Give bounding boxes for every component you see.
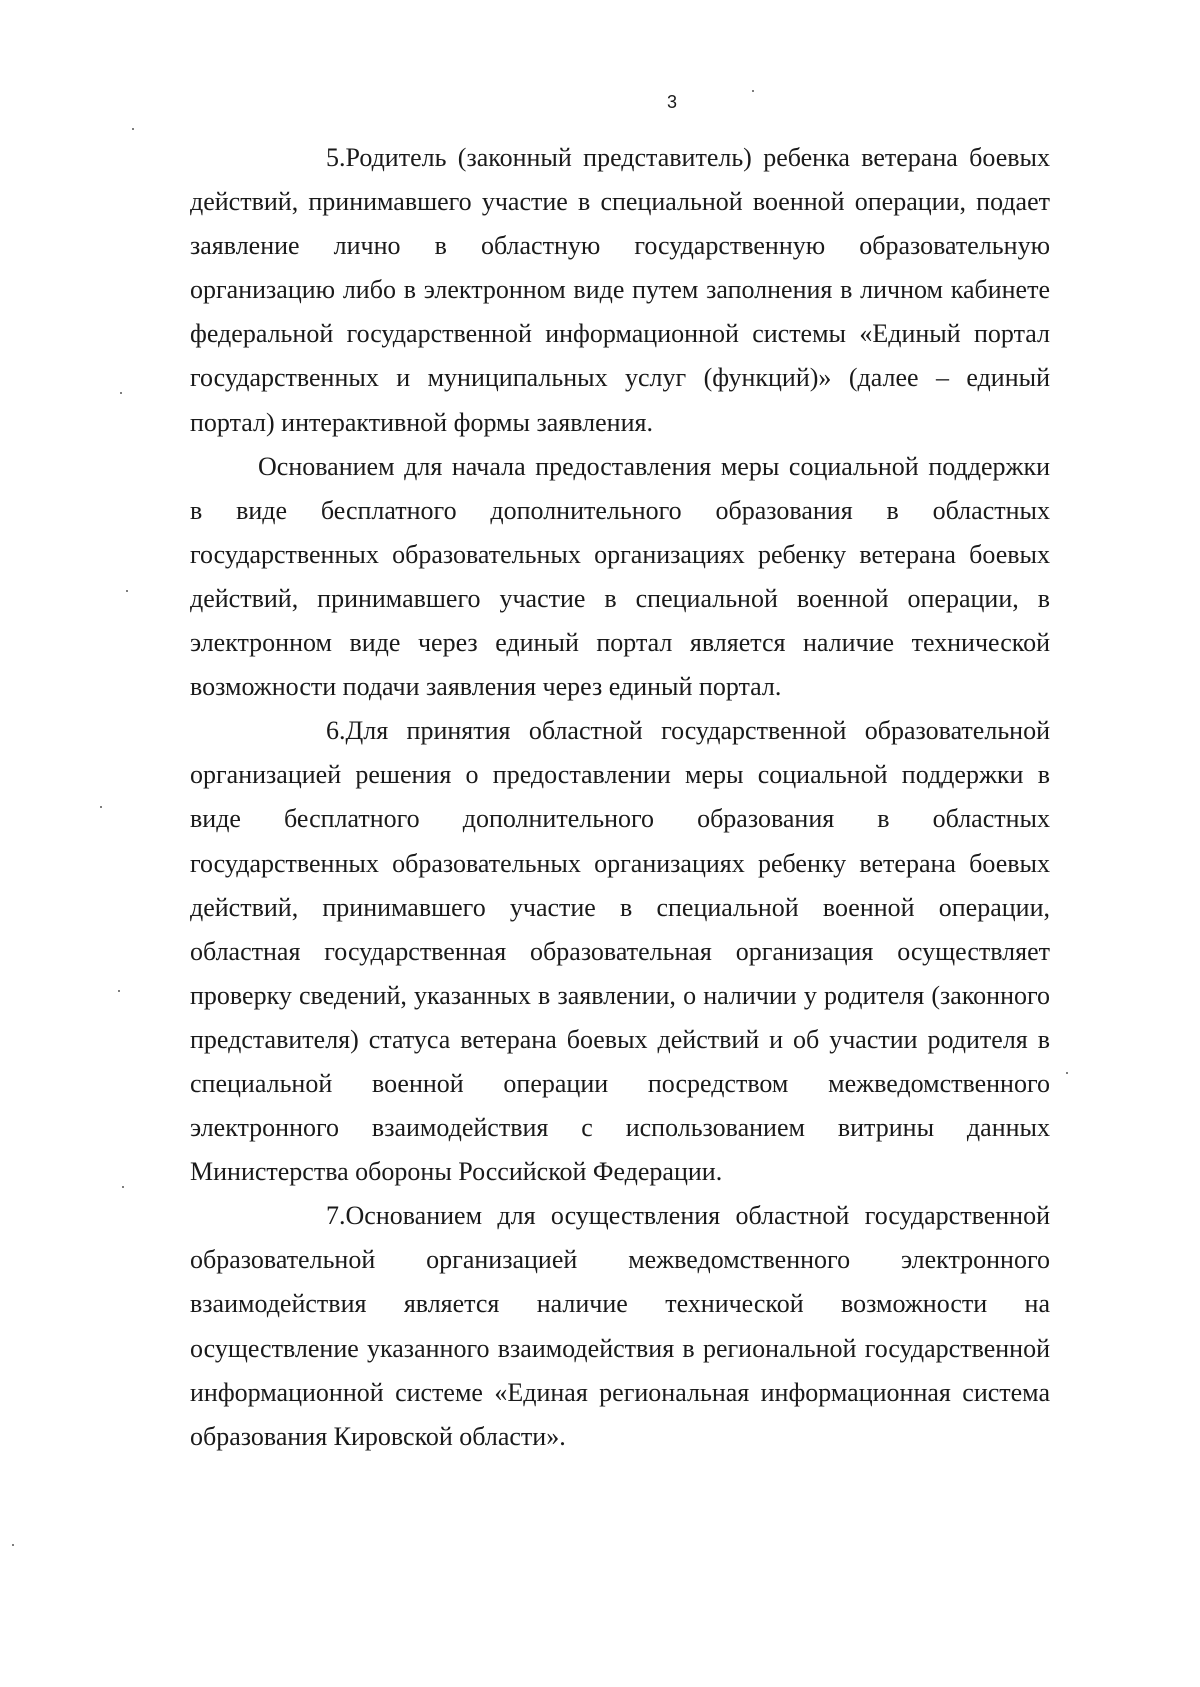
- scan-speck: [752, 90, 754, 92]
- item-number: 5.: [326, 143, 346, 172]
- paragraph-text: Для принятия областной государственной образовательной организацией решения о предоставлении меры социальной поддержки в виде бесплатного дополнительного образования в областных государственных образовательных организациях ребенку ветерана боевых действий, принимавшего участие в специальной военной операции, областная государственная образовательная организация осуществляет проверку сведений, указанных в заявлении, о наличии у родителя (законного представителя) статуса ветерана боевых действий и об участии родителя в специальной военной операции посредством межведомственного электронного взаимодействия с использованием витрины данных Министерства обороны Российской Федерации.: [190, 716, 1050, 1187]
- scan-speck: [126, 590, 128, 592]
- scan-speck: [118, 990, 120, 992]
- scan-speck: [132, 128, 134, 130]
- scan-speck: [1066, 1072, 1068, 1074]
- paragraph-item-7: [190, 1194, 1050, 1459]
- scan-speck: [12, 1544, 14, 1546]
- scan-speck: [100, 806, 102, 808]
- paragraph-text: Родитель (законный представитель) ребенка ветерана боевых действий, принимавшего участие в специальной военной операции, подает заявление лично в областную государственную образовательную организацию либо в электронном виде путем заполнения в личном кабинете федеральной государственной информационной системы «Единый портал государственных и муниципальных услуг (функций)» (далее – единый портал) интерактивной формы заявления.: [190, 143, 1050, 437]
- item-number: 7.: [326, 1201, 346, 1231]
- document-body: [190, 136, 1050, 1459]
- page-number: 3: [666, 92, 677, 112]
- scan-speck: [122, 1186, 124, 1188]
- paragraph-text: Основанием для начала предоставления меры социальной поддержки в виде бесплатного дополнительного образования в областных государственных образовательных организациях ребенку ветерана боевых действий, принимавшего участие в специальной военной операции, в электронном виде через единый портал является наличие технической возможности подачи заявления через единый портал.: [190, 451, 1050, 702]
- item-number: 6.: [326, 716, 346, 746]
- paragraph-item-5: [190, 136, 1050, 445]
- paragraph-item-6: [190, 709, 1050, 1194]
- paragraph-item-5-continued: [190, 445, 1050, 710]
- paragraph-text: Основанием для осуществления областной государственной образовательной организацией межведомственного электронного взаимодействия является наличие технической возможности на осуществление указанного взаимодействия в региональной государственной информационной системе «Единая региональная информационная система образования Кировской области».: [190, 1201, 1050, 1451]
- scan-speck: [120, 392, 122, 394]
